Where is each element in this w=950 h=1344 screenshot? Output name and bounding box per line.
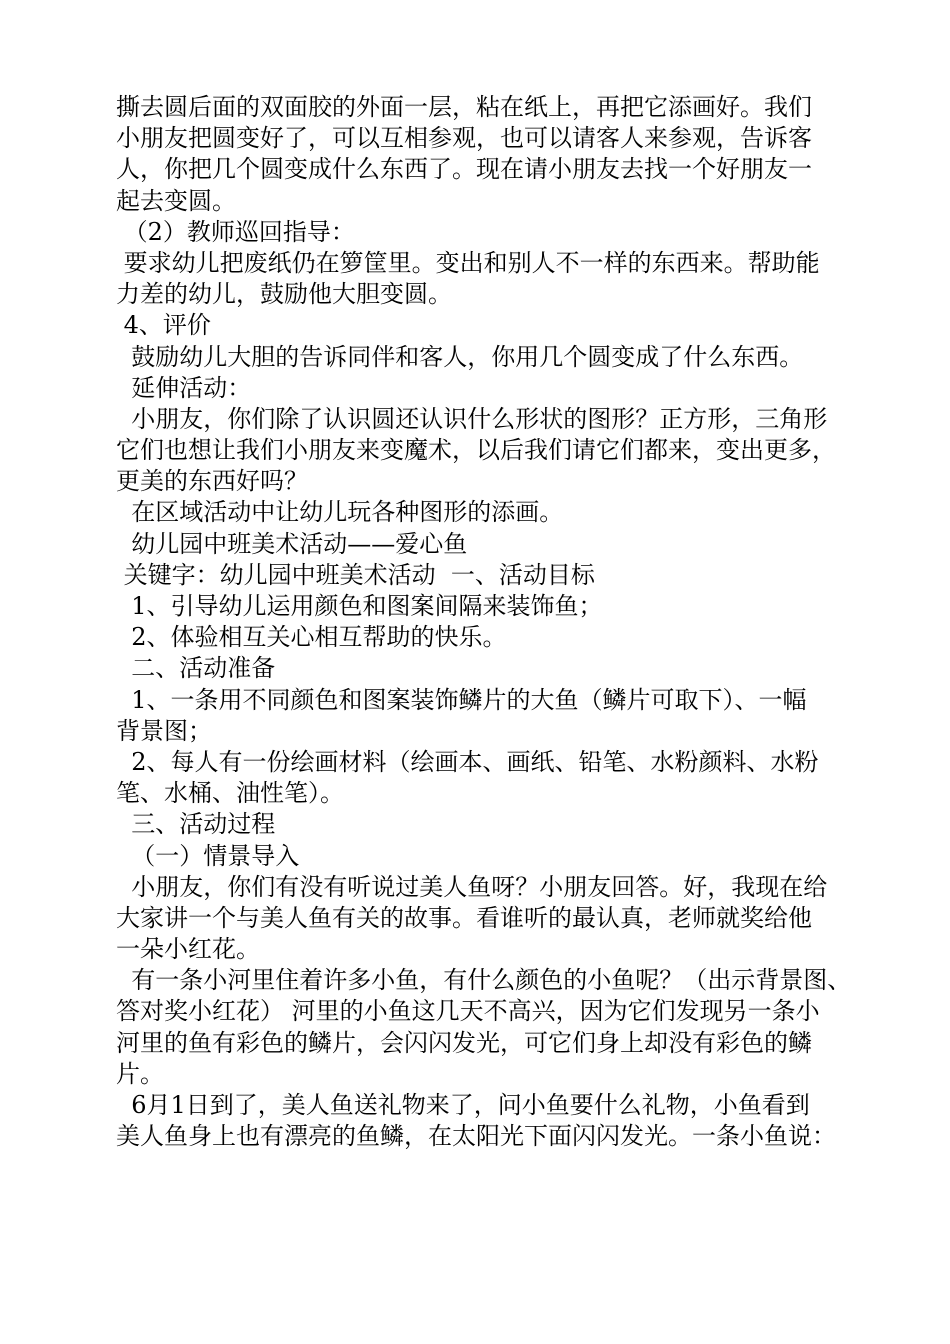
text-line: 2、每人有一份绘画材料（绘画本、画纸、铅笔、水粉颜料、水粉 xyxy=(116,747,819,776)
text-line: 人，你把几个圆变成什么东西了。现在请小朋友去找一个好朋友一 xyxy=(116,155,812,184)
text-line: 6月1日到了，美人鱼送礼物来了，问小鱼要什么礼物，小鱼看到 xyxy=(116,1091,810,1119)
text-line: 它们也想让我们小朋友来变魔术，以后我们请它们都来，变出更多， xyxy=(116,436,836,465)
text-line: 鼓励幼儿大胆的告诉同伴和客人，你用几个圆变成了什么东西。 xyxy=(116,342,804,371)
text-line: 更美的东西好吗？ xyxy=(116,467,308,496)
text-line: 片。 xyxy=(116,1059,164,1088)
text-line: 幼儿园中班美术活动——爱心鱼 xyxy=(116,529,468,558)
text-line: （2）教师巡回指导： xyxy=(116,217,355,246)
text-line: 关键字：幼儿园中班美术活动 一、活动目标 xyxy=(116,560,595,589)
text-line: 在区域活动中让幼儿玩各种图形的添画。 xyxy=(116,498,564,527)
text-line: 有一条小河里住着许多小鱼，有什么颜色的小鱼呢？（出示背景图、 xyxy=(116,966,852,995)
text-line: 起去变圆。 xyxy=(116,186,236,215)
text-line: 4、评价 xyxy=(116,311,211,340)
text-line: 力差的幼儿，鼓励他大胆变圆。 xyxy=(116,280,452,309)
text-line: 笔、水桶、油性笔）。 xyxy=(116,779,344,808)
text-line: （一）情景导入 xyxy=(116,841,300,870)
text-line: 二、活动准备 xyxy=(116,654,276,683)
text-line: 答对奖小红花） 河里的小鱼这几天不高兴，因为它们发现另一条小 xyxy=(116,997,820,1026)
text-line: 1、引导幼儿运用颜色和图案间隔来装饰鱼； xyxy=(116,592,603,620)
text-line: 2、体验相互关心相互帮助的快乐。 xyxy=(116,623,507,652)
text-line: 美人鱼身上也有漂亮的鱼鳞，在太阳光下面闪闪发光。一条小鱼说： xyxy=(116,1122,836,1151)
text-line: 1、一条用不同颜色和图案装饰鳞片的大鱼（鳞片可取下）、一幅 xyxy=(116,685,807,714)
text-line: 撕去圆后面的双面胶的外面一层，粘在纸上，再把它添画好。我们 xyxy=(116,93,812,121)
text-line: 一朵小红花。 xyxy=(116,935,260,964)
text-line: 河里的鱼有彩色的鳞片，会闪闪发光，可它们身上却没有彩色的鳞 xyxy=(116,1028,812,1057)
document-body xyxy=(116,92,852,1152)
text-line: 延伸活动： xyxy=(116,373,252,402)
text-line: 小朋友把圆变好了，可以互相参观，也可以请客人来参观，告诉客 xyxy=(116,124,812,153)
text-line: 三、活动过程 xyxy=(116,810,276,839)
text-line: 大家讲一个与美人鱼有关的故事。看谁听的最认真，老师就奖给他 xyxy=(116,903,812,932)
text-line: 小朋友，你们有没有听说过美人鱼呀？小朋友回答。好，我现在给 xyxy=(116,872,828,901)
text-line: 背景图； xyxy=(116,716,212,745)
text-line: 小朋友，你们除了认识圆还认识什么形状的图形？正方形，三角形 xyxy=(116,404,828,433)
text-line: 要求幼儿把废纸仍在箩筐里。变出和别人不一样的东西来。帮助能 xyxy=(116,248,820,277)
